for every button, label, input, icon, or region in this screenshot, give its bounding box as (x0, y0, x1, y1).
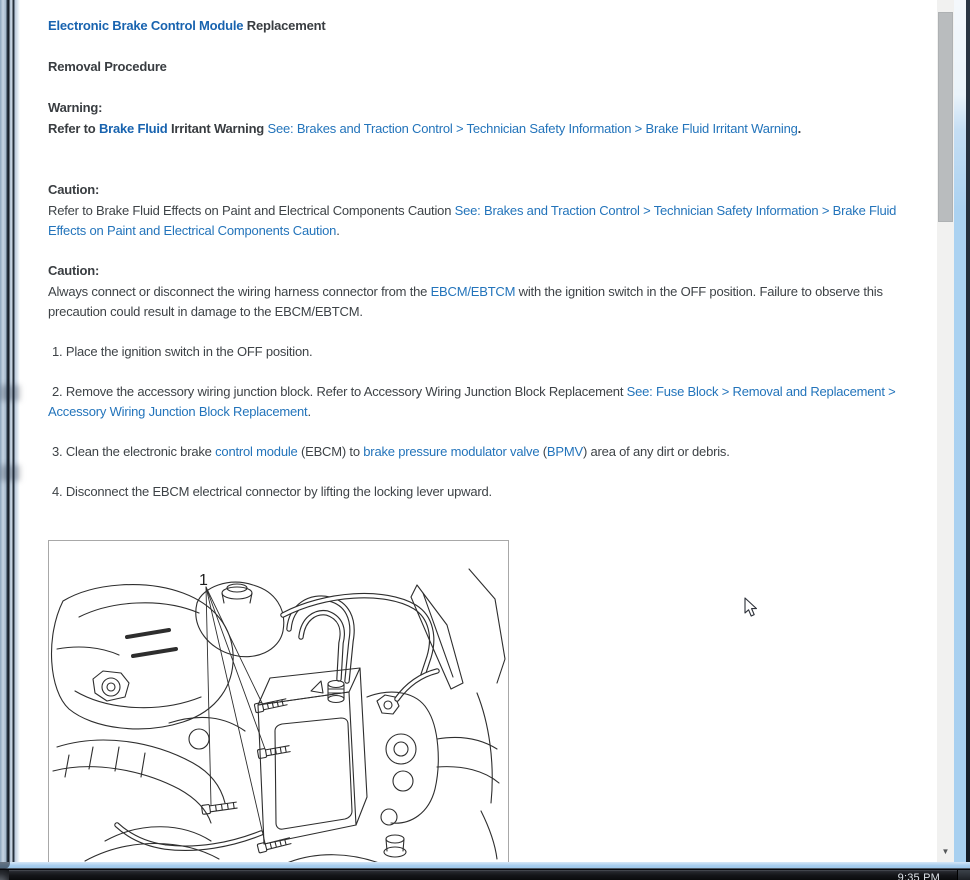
title-rest: Replacement (243, 18, 326, 33)
taskbar (0, 869, 970, 880)
bolt-3 (201, 801, 237, 815)
link-bpmv[interactable]: BPMV (546, 444, 583, 459)
link-fuse-block-ref[interactable]: See: Fuse Block > Removal and Replacement > Accessory Wiring Junction Block Replacement (48, 384, 896, 419)
caution1-text: Refer to Brake Fluid Effects on Paint and Electrical Components Caution See: Brakes and Traction Control > Technician Safety Information > Brake Fluid Effects on Paint and Electrical Components Caution. (48, 203, 897, 238)
warning-text: Refer to Brake Fluid Irritant Warning See: Brakes and Traction Control > Technician Safety Information > Brake Fluid Irritant Warning. (48, 121, 802, 136)
warning-label: Warning: (48, 100, 103, 115)
vertical-scrollbar[interactable] (937, 0, 954, 862)
window-corner (0, 862, 10, 869)
window-border-right (954, 0, 966, 862)
show-desktop-button[interactable] (957, 870, 970, 880)
caution1-label: Caution: (48, 182, 100, 197)
screen-edge-strip (966, 0, 970, 862)
bolt-4 (257, 836, 291, 853)
section-heading-removal-procedure: Removal Procedure (48, 59, 167, 74)
link-brake-fluid-effects-ref[interactable]: See: Brakes and Traction Control > Technician Safety Information > Brake Fluid Effects on Paint and Electrical Components Caution (48, 203, 897, 238)
link-ebcm-ebtcm[interactable]: EBCM/EBTCM (430, 284, 516, 299)
step-1: 1. Place the ignition switch in the OFF position. (52, 344, 313, 359)
link-control-module[interactable]: control module (215, 444, 298, 459)
page-title (48, 16, 927, 36)
step-2: 2. Remove the accessory wiring junction block. Refer to Accessory Wiring Junction Block Replacement See: Fuse Block > Removal and Replacement > Accessory Wiring Junction Block Replacement. (48, 384, 896, 419)
caution2-text: Always connect or disconnect the wiring harness connector from the EBCM/EBTCM with the ignition switch in the OFF position. Failure to observe this precaution could result in damage to the EBCM/EBTCM. (48, 284, 883, 319)
figure-line-art (49, 541, 508, 862)
step-3: 3. Clean the electronic brake control module (EBCM) to brake pressure modulator valve (BPMV) area of any dirt or debris. (52, 444, 730, 459)
window-border-bottom (0, 862, 970, 869)
document-viewport (20, 0, 937, 862)
scrollbar-down-arrow-icon[interactable]: ▼ (937, 844, 954, 860)
figure-callout-1: 1 (199, 572, 208, 589)
caution2-label: Caution: (48, 263, 100, 278)
figure-ebcm-diagram (48, 540, 509, 862)
service-document (20, 0, 937, 862)
link-brake-fluid[interactable]: Brake Fluid (98, 121, 168, 136)
taskbar-clock[interactable]: 9:35 PM (897, 872, 940, 880)
window-border-left (0, 0, 20, 862)
mouse-cursor-icon (744, 597, 758, 618)
border-smudge (0, 385, 20, 401)
title-link-electronic-brake-control-module[interactable]: Electronic Brake Control Module (48, 18, 244, 33)
bolt-2 (257, 744, 290, 758)
step-4: 4. Disconnect the EBCM electrical connector by lifting the locking lever upward. (52, 484, 492, 499)
link-brake-fluid-irritant-warning-ref[interactable]: See: Brakes and Traction Control > Technician Safety Information > Brake Fluid Irritant Warning (267, 121, 798, 136)
border-smudge (0, 465, 20, 481)
scrollbar-thumb[interactable] (938, 12, 953, 222)
start-button-edge[interactable] (0, 870, 9, 880)
link-brake-pressure-modulator-valve[interactable]: brake pressure modulator valve (363, 444, 540, 459)
